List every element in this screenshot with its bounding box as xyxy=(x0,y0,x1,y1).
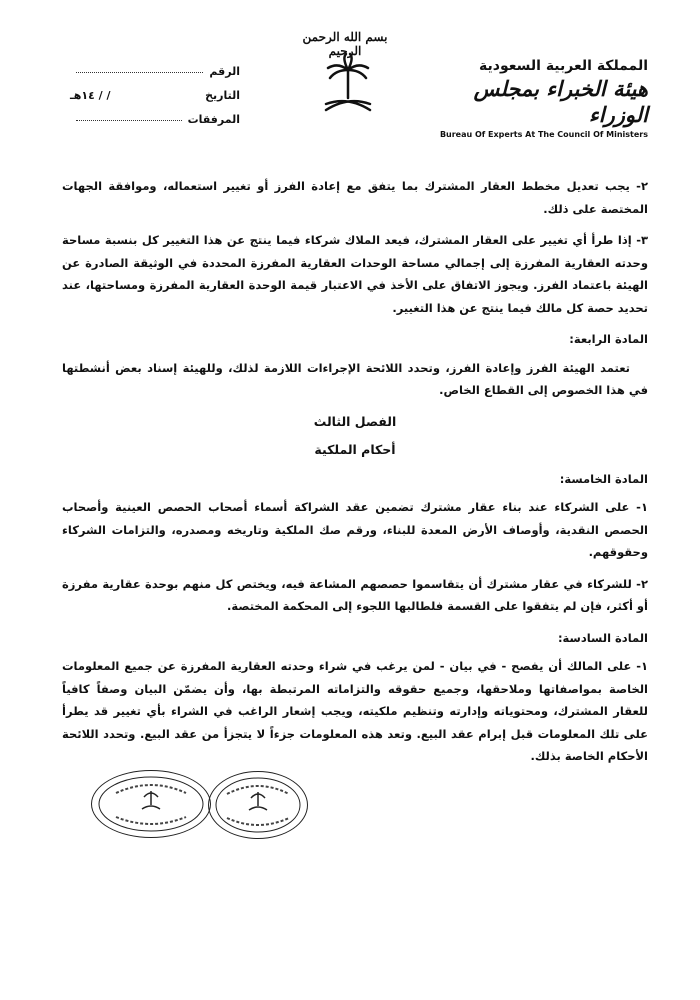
article-4-text: تعتمد الهيئة الفرز وإعادة الفرز، وتحدد اللائحة الإجراءات اللازمة لذلك، وللهيئة إسناد بعض أنشطتها في هذا الخصوص إلى القطاع الخاص. xyxy=(62,360,648,397)
meta-attachments-row xyxy=(70,110,240,134)
article-4-title: المادة الرابعة: xyxy=(569,332,648,346)
org-kingdom: المملكة العربية السعودية xyxy=(479,58,648,74)
org-english: Bureau Of Experts At The Council Of Ministers xyxy=(439,130,648,139)
clause-3: ٣- إذا طرأ أي تغيير على العقار المشترك، فيعد الملاك شركاء فيما ينتج عن هذا التغيير كل بنسبة مساحة وحدته العقارية المفرزة إلى إجمالي مساحة الوحدات العقارية المفرزة المحددة في الوثيقة الصادرة عن الهيئة باعتماد الفرز. ويجوز الاتفاق على الأخذ في الاعتبار قيمة الوحدة العقارية المفرزة ومساحتها، عند تحديد حصة كل مالك فيما ينتج عن هذا التغيير. xyxy=(62,233,648,315)
official-stamp-2 xyxy=(208,771,308,839)
article-5-clause-2: ٢- للشركاء في عقار مشترك أن يتقاسموا حصصهم المشاعة فيه، ويختص كل منهم بوحدة عقارية مفرزة أو أكثر، فإن لم يتفقوا على القسمة فلطالبها اللجوء إلى المحكمة المختصة. xyxy=(62,576,648,613)
article-5-clause-1: ١- على الشركاء عند بناء عقار مشترك تضمين عقد الشراكة أسماء أصحاب الحصص العينية وأصحاب الحصص النقدية، وأوصاف الأرض المعدة للبناء، ورقم صك الملكية وتاريخه ومصدره، والتزامات الشركاء وحقوقهم. xyxy=(62,500,648,559)
meta-number-row xyxy=(70,62,240,86)
article-6-title: المادة السادسة: xyxy=(557,630,648,645)
meta-date-row xyxy=(70,86,240,110)
attachments-field xyxy=(76,110,182,121)
date-value: / / ١٤هـ xyxy=(70,89,111,102)
official-stamp-1 xyxy=(91,770,211,838)
org-name: هيئة الخبراء بمجلس الوزراء xyxy=(473,76,648,127)
document-body xyxy=(62,175,648,777)
chapter-subtitle: أحكام الملكية xyxy=(314,442,396,457)
attachments-label: المرفقات xyxy=(187,113,240,126)
article-5-title: المادة الخامسة: xyxy=(559,471,648,486)
palm-swords-emblem xyxy=(318,52,378,124)
organization-header xyxy=(428,58,648,139)
date-label: التاريخ xyxy=(205,89,240,102)
number-label: الرقم xyxy=(209,65,240,78)
article-6-clause-1: ١- على المالك أن يفصح - في بيان - لمن يرغب في شراء وحدته العقارية المفرزة عن جميع المعلومات الخاصة بمواصفاتها وملاحقها، وجميع حقوقه والتزاماته المرتبطة بها، وأن يضمّن البيان وصفاً كافياً للعقار المشترك، ومحتوياته وإدارته وتنظيم ملكيته، ويجب إشعار الراغب في الشراء بأي تغيير قد يطرأ على تلك المعلومات قبل إبرام عقد البيع. وتعد هذه المعلومات جزءاً لا يتجزأ من عقد البيع. وتحدد اللائحة الأحكام الخاصة بذلك. xyxy=(62,659,648,763)
document-meta xyxy=(70,62,240,134)
clause-2: ٢- يجب تعديل مخطط العقار المشترك بما يتفق مع إعادة الفرز أو تغيير استعماله، وموافقة الجهات المختصة على ذلك. xyxy=(62,179,648,216)
number-field xyxy=(76,62,203,73)
basmala: بسم الله الرحمن الرحيم xyxy=(302,30,388,58)
chapter-title: الفصل الثالث xyxy=(313,413,397,429)
